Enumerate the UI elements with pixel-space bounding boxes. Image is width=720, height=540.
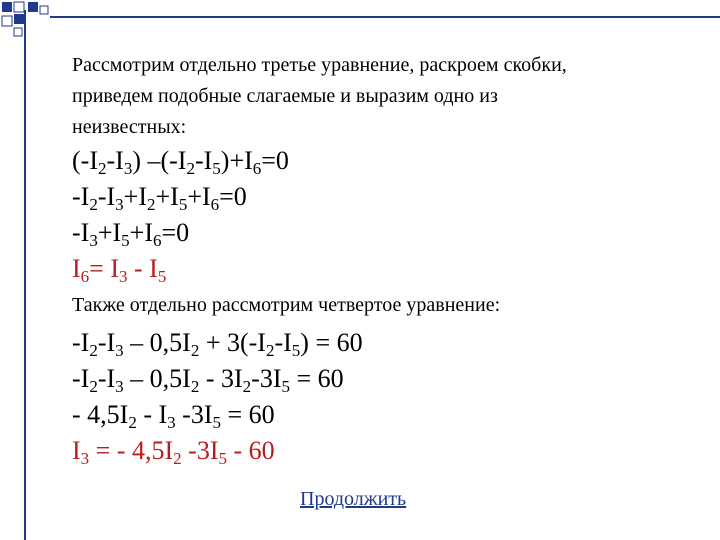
continue-link[interactable]: Продолжить bbox=[300, 488, 407, 510]
intro-line-2: приведем подобные слагаемые и выразим одно из bbox=[72, 85, 498, 107]
section1-intro bbox=[72, 50, 692, 143]
deco-square-4 bbox=[40, 6, 48, 14]
deco-square-2 bbox=[14, 2, 24, 12]
equation-1-result: $I_6= I_3 - I_5$ bbox=[72, 254, 167, 286]
deco-square-6 bbox=[14, 14, 24, 24]
intro-line-1: Рассмотрим отдельно третье уравнение, раскроем скобки, bbox=[72, 54, 567, 76]
section-third-equation bbox=[72, 50, 692, 287]
intro-line-3: неизвестных: bbox=[72, 116, 187, 138]
deco-square-5 bbox=[2, 16, 12, 26]
equation-2-2: $-I_2-I_3 - 0,5I_2 - 3I_2-3I_5 = 60$ bbox=[72, 364, 344, 396]
deco-square-7 bbox=[14, 28, 22, 36]
top-divider bbox=[50, 16, 720, 18]
equation-1-3: $-I_3+I_5+I_6=0$ bbox=[72, 218, 190, 250]
equation-2-3: - $4,5I_2 - I_3$ $-3I_5 = 60$ bbox=[72, 400, 275, 432]
equation-1-1: $(-I_2-I_3)$ $-(-I_2-I_5)+I_6=0$ bbox=[72, 146, 289, 178]
corner-squares-icon bbox=[0, 0, 60, 40]
equation-2-1: $-I_2-I_3 - 0,5I_2 + 3(-I_2-I_5) = 60$ bbox=[72, 328, 363, 360]
left-divider bbox=[24, 10, 26, 540]
deco-square-1 bbox=[2, 2, 12, 12]
equation-2-result: $I_3$ = - $4,5I_2$ $-3I_5 - 60$ bbox=[72, 436, 275, 468]
equation-1-2: $-I_2-I_3+I_2+I_5+I_6=0$ bbox=[72, 182, 247, 214]
corner-decoration bbox=[0, 0, 60, 40]
section2-intro: Также отдельно рассмотрим четвертое уравнение: bbox=[72, 294, 501, 316]
section-fourth-equation bbox=[72, 290, 692, 469]
deco-square-3 bbox=[28, 2, 38, 12]
